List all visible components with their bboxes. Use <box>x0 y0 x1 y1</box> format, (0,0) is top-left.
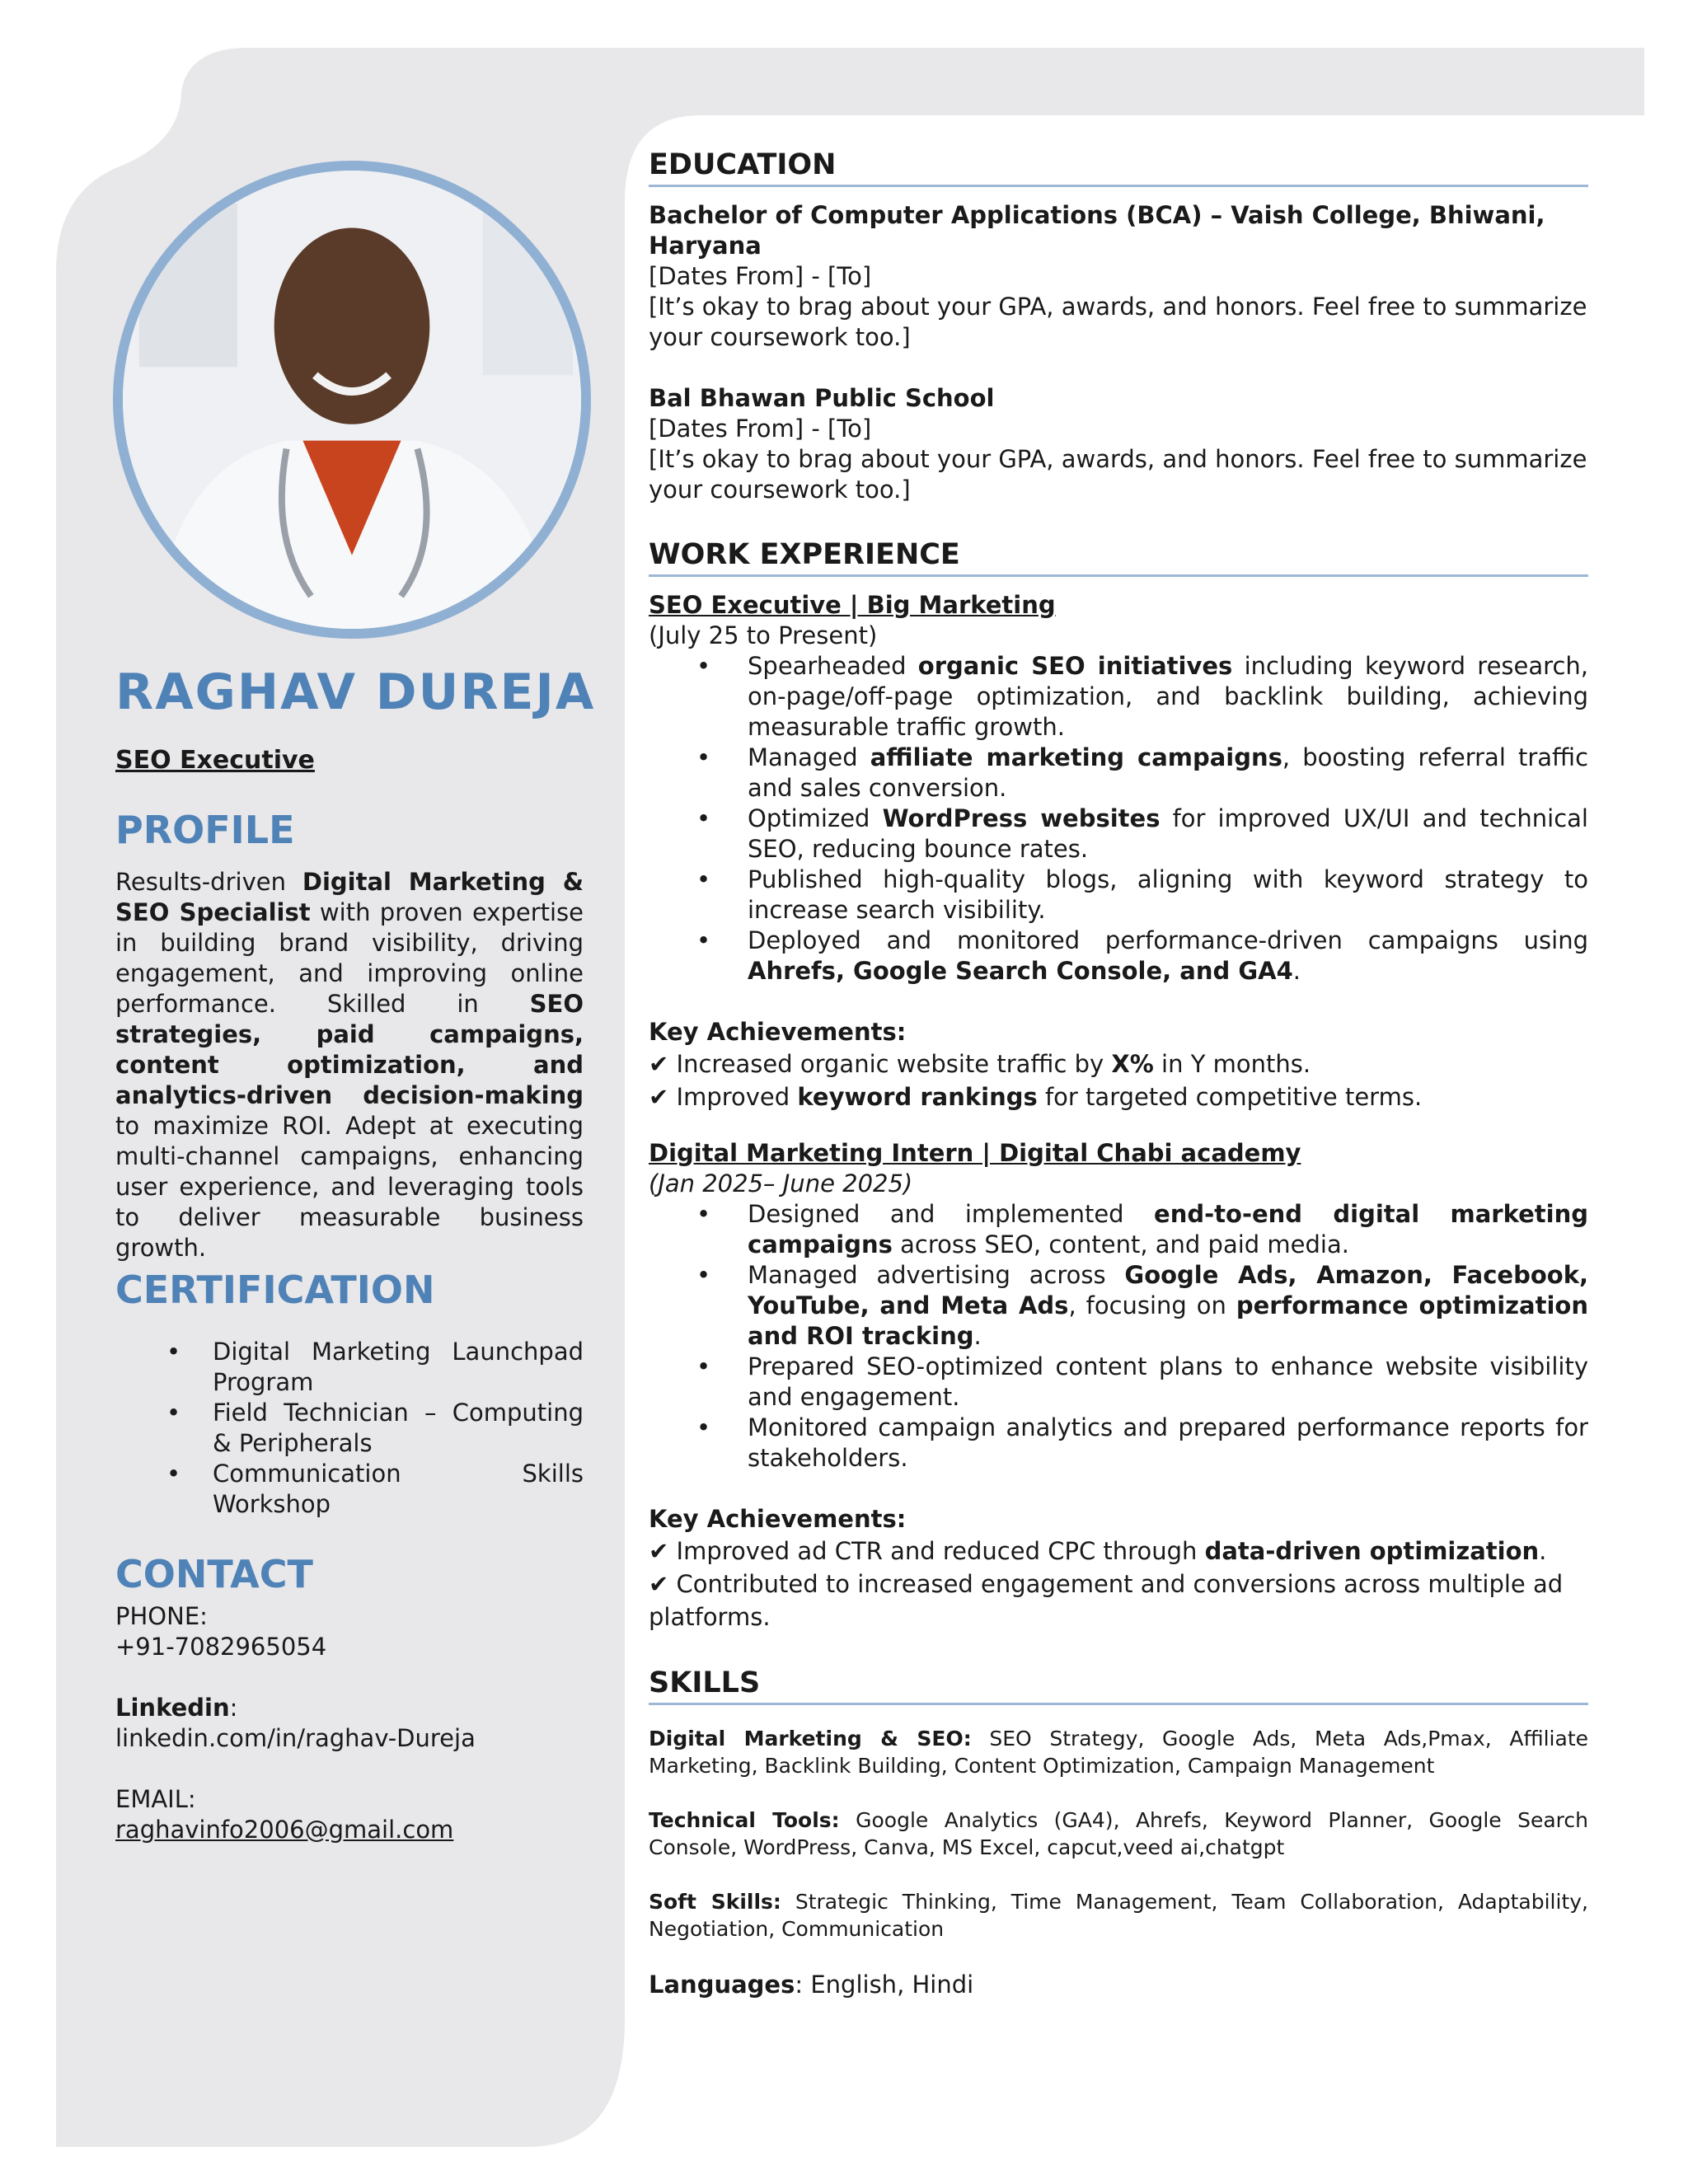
candidate-name: RAGHAV DUREJA <box>115 663 596 721</box>
main-content <box>649 148 1588 2000</box>
profile-photo <box>113 161 591 639</box>
job-title: Digital Marketing Intern | Digital Chabi academy <box>649 1139 1301 1167</box>
work-heading: WORK EXPERIENCE <box>649 538 1588 577</box>
profile-text: Results-driven <box>115 868 302 896</box>
linkedin-value: linkedin.com/in/raghav-Dureja <box>115 1724 476 1752</box>
linkedin-label: Linkedin <box>115 1694 230 1722</box>
profile-highlight: SEO strategies, paid campaigns, content optimization, and analytics-driven decision-making <box>115 990 584 1109</box>
profile-summary <box>115 867 584 1263</box>
profile-heading: PROFILE <box>115 808 295 852</box>
job-bullet: • Published high-quality blogs, aligning with keyword strategy to increase search visibility. <box>748 865 1588 926</box>
education-entry <box>649 200 1588 353</box>
job-dates: (July 25 to Present) <box>649 621 878 649</box>
education-entry <box>649 383 1588 505</box>
job-title: SEO Executive | Big Marketing <box>649 591 1056 619</box>
email-link[interactable]: raghavinfo2006@gmail.com <box>115 1816 454 1844</box>
profile-text: to maximize ROI. Adept at executing multi-channel campaigns, enhancing user experience, and leveraging tools to deliver measurable business growth. <box>115 1112 584 1262</box>
doctor-portrait-image <box>123 171 581 629</box>
education-heading: EDUCATION <box>649 148 1588 187</box>
education-title: Bachelor of Computer Applications (BCA) – Vaish College, Bhiwani, Haryana <box>649 201 1545 260</box>
job-bullet: • Spearheaded organic SEO initiatives including keyword research, on-page/off-page optimization, and backlink building, achieving measurable traffic growth. <box>748 651 1588 743</box>
email-label: EMAIL: <box>115 1785 196 1813</box>
contact-heading: CONTACT <box>115 1552 313 1596</box>
achievement: ✔ Contributed to increased engagement and conversions across multiple ad platforms. <box>649 1570 1564 1631</box>
job-bullet: • Monitored campaign analytics and prepared performance reports for stakeholders. <box>748 1413 1588 1474</box>
achievement: ✔ Increased organic website traffic by X% in Y months. <box>649 1050 1311 1078</box>
skills-heading: SKILLS <box>649 1666 1588 1705</box>
education-note: [It’s okay to brag about your GPA, awards, and honors. Feel free to summarize your coursework too.] <box>649 293 1587 351</box>
skill-row: Soft Skills: Strategic Thinking, Time Management, Team Collaboration, Adaptability, Negotiation, Communication <box>649 1890 1588 1941</box>
job-bullet: • Designed and implemented end-to-end digital marketing campaigns across SEO, content, and paid media. <box>748 1199 1588 1260</box>
languages-row: Languages: English, Hindi <box>649 1971 974 1999</box>
contact-section <box>115 1552 584 1845</box>
certification-item: • Digital Marketing Launchpad Program <box>213 1337 584 1398</box>
profile-text: with proven expertise in building brand visibility, driving engagement, and improving online performance. Skilled in <box>115 898 584 1018</box>
phone-value: +91-7082965054 <box>115 1633 327 1661</box>
certification-heading: CERTIFICATION <box>115 1268 435 1312</box>
profile-highlight: Digital Marketing & SEO Specialist <box>115 868 584 926</box>
job-bullet: • Managed affiliate marketing campaigns, boosting referral traffic and sales conversion. <box>748 743 1588 804</box>
job-dates: (Jan 2025– June 2025) <box>649 1169 913 1197</box>
certification-section <box>115 1268 584 1520</box>
education-dates: [Dates From] - [To] <box>649 415 872 443</box>
education-dates: [Dates From] - [To] <box>649 262 872 290</box>
skill-row: Digital Marketing & SEO: SEO Strategy, Google Ads, Meta Ads,Pmax, Affiliate Marketing, Backlink Building, Content Optimization, Campaign Management <box>649 1727 1589 1778</box>
profile-section <box>115 808 584 1263</box>
certification-item: • Communication Skills Workshop <box>213 1459 584 1520</box>
candidate-role: SEO Executive <box>115 746 315 775</box>
linkedin-colon: : <box>229 1694 238 1722</box>
certification-list <box>115 1337 584 1520</box>
job-bullet: • Deployed and monitored performance-driven campaigns using Ahrefs, Google Search Console, and GA4. <box>748 926 1588 987</box>
key-achievements-heading: Key Achievements: <box>649 1505 907 1533</box>
phone-label: PHONE: <box>115 1602 208 1630</box>
key-achievements-heading: Key Achievements: <box>649 1018 907 1046</box>
education-note: [It’s okay to brag about your GPA, awards, and honors. Feel free to summarize your coursework too.] <box>649 445 1587 504</box>
job-bullets <box>649 651 1588 987</box>
achievement: ✔ Improved keyword rankings for targeted competitive terms. <box>649 1083 1423 1111</box>
job-bullet: • Optimized WordPress websites for improved UX/UI and technical SEO, reducing bounce rates. <box>748 804 1588 865</box>
job-bullets <box>649 1199 1588 1474</box>
skill-row: Technical Tools: Google Analytics (GA4), Ahrefs, Keyword Planner, Google Search Console, WordPress, Canva, MS Excel, capcut,veed ai,chatgpt <box>649 1808 1588 1859</box>
job-bullet: • Managed advertising across Google Ads, Amazon, Facebook, YouTube, and Meta Ads, focusing on performance optimization and ROI tracking. <box>748 1260 1588 1352</box>
certification-item: • Field Technician – Computing & Peripherals <box>213 1398 584 1459</box>
achievement: ✔ Improved ad CTR and reduced CPC through data-driven optimization. <box>649 1537 1547 1565</box>
job-bullet: • Prepared SEO-optimized content plans to enhance website visibility and engagement. <box>748 1352 1588 1413</box>
education-title: Bal Bhawan Public School <box>649 384 995 412</box>
